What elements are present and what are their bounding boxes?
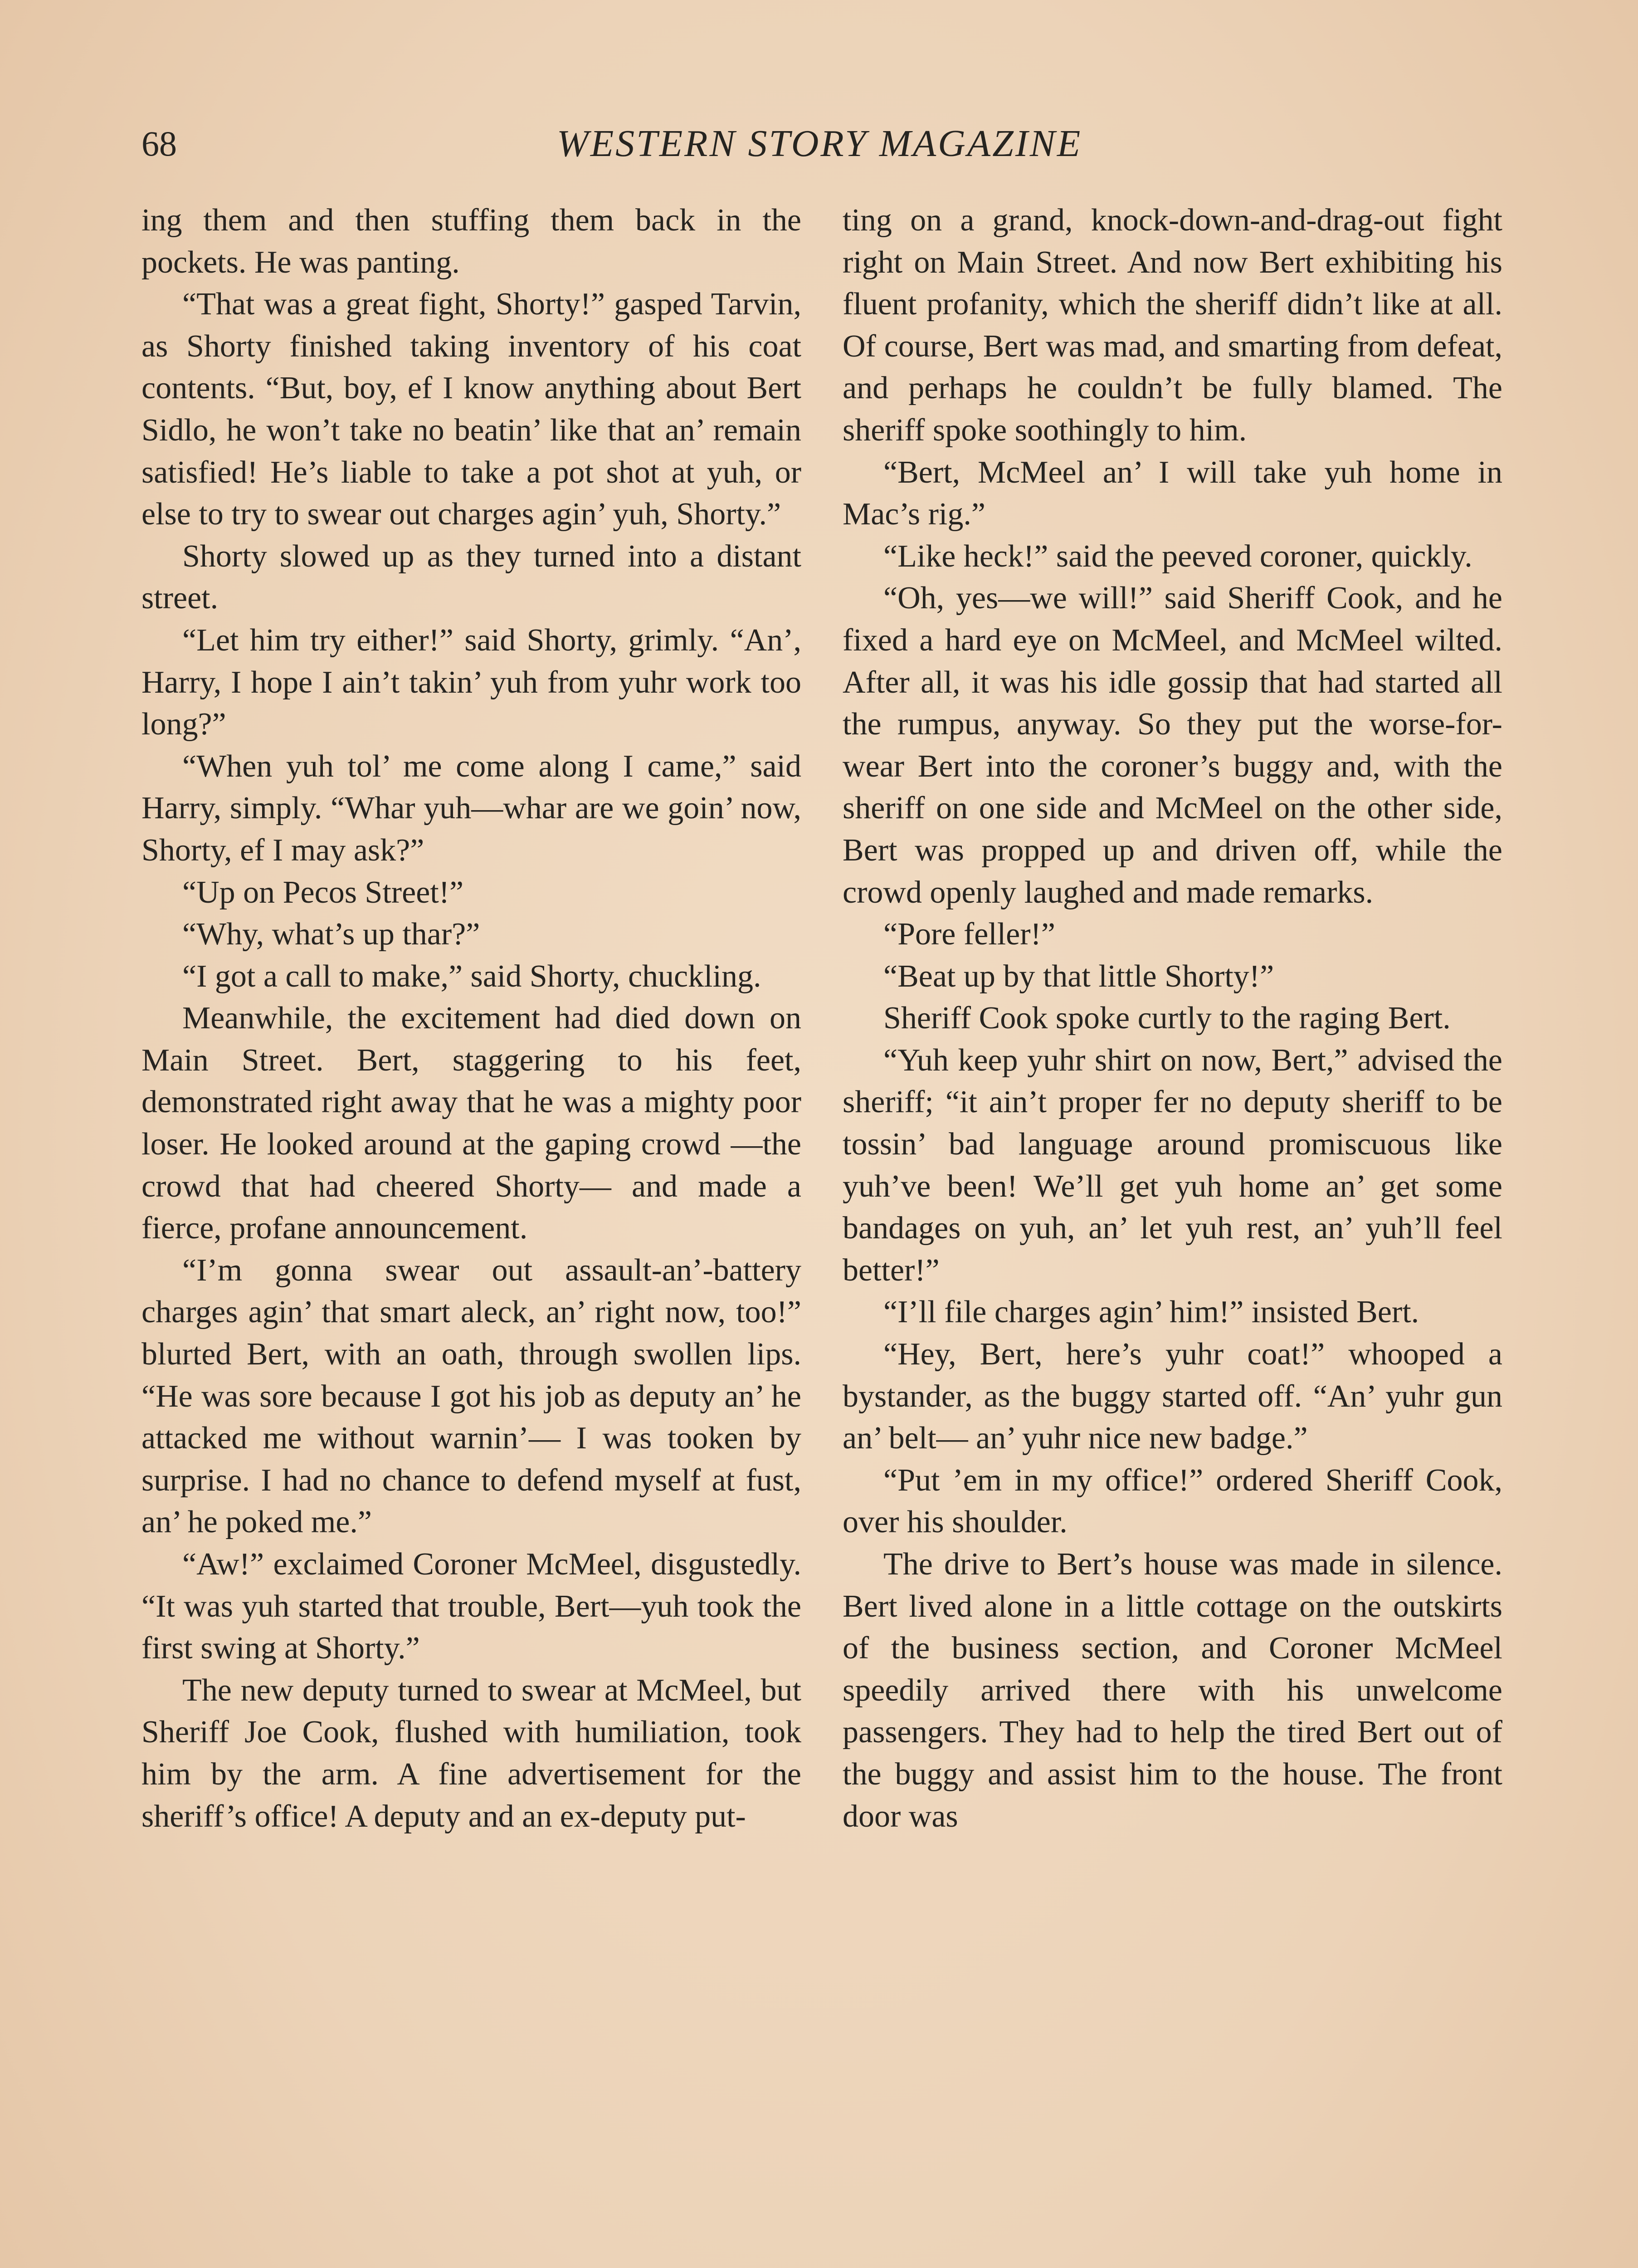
paragraph: “Beat up by that little Shorty!”: [883, 958, 1274, 994]
paragraph: “Aw!” exclaimed Coroner McMeel, disgustedly. “It was yuh started that trouble, Bert—yuh took the first swing at Shorty.”: [141, 1547, 801, 1666]
paragraph: “Pore feller!”: [883, 917, 1055, 952]
paragraph: “I got a call to make,” said Shorty, chuckling.: [182, 958, 761, 994]
page-header: [141, 119, 1497, 169]
paragraph: “Let him try either!” said Shorty, grimly. “An’, Harry, I hope I ain’t takin’ yuh from yuhr work too long?”: [141, 622, 801, 742]
paragraph: Shorty slowed up as they turned into a distant street.: [141, 538, 801, 616]
right-column: [843, 200, 1502, 1838]
paragraph: “That was a great fight, Shorty!” gasped Tarvin, as Shorty finished taking inventory of his coat contents. “But, boy, ef I know anything about Bert Sidlo, he won’t take no beatin’ like that an’ remain satisfied! He’s liable to take a pot shot at yuh, or else to try to swear out charges agin’ yuh, Shorty.”: [141, 287, 801, 532]
paragraph: Meanwhile, the excitement had died down on Main Street. Bert, staggering to his feet, demonstrated right away that he was a mighty poor loser. He looked around at the gaping crowd —the crowd that had cheered Shorty— and made a fierce, profane announcement.: [141, 1001, 801, 1246]
paragraph: “Put ’em in my office!” ordered Sheriff Cook, over his shoulder.: [843, 1462, 1502, 1540]
page-number: 68: [141, 124, 177, 163]
paragraph: “Bert, McMeel an’ I will take yuh home in Mac’s rig.”: [843, 455, 1502, 532]
paragraph: ting on a grand, knock-down-and-drag-out fight right on Main Street. And now Bert exhibiting his fluent profanity, which the sheriff didn’t like at all. Of course, Bert was mad, and smarting from defeat, and perhaps he couldn’t be fully blamed. The sheriff spoke soothingly to him.: [843, 203, 1502, 448]
paragraph: “I’ll file charges agin’ him!” insisted Bert.: [883, 1295, 1419, 1330]
paragraph: Sheriff Cook spoke curtly to the raging Bert.: [883, 1001, 1451, 1036]
paragraph: “Yuh keep yuhr shirt on now, Bert,” advised the sheriff; “it ain’t proper fer no deputy sheriff to be tossin’ bad language around promiscuous like yuh’ve been! We’ll get yuh home an’ get some bandages on yuh, an’ let yuh rest, an’ yuh’ll feel better!”: [843, 1042, 1502, 1288]
paragraph: ing them and then stuffing them back in the pockets. He was panting.: [141, 203, 801, 280]
running-title: WESTERN STORY MAGAZINE: [556, 122, 1082, 165]
paragraph: “I’m gonna swear out assault-an’-battery charges agin’ that smart aleck, an’ right now, too!” blurted Bert, with an oath, through swollen lips. “He was sore because I got his job as deputy an’ he attacked me without warnin’— I was tooken by surprise. I had no chance to defend myself at fust, an’ he poked me.”: [141, 1252, 801, 1540]
paragraph: “Oh, yes—we will!” said Sheriff Cook, and he fixed a hard eye on McMeel, and McMeel wilted. After all, it was his idle gossip that had started all the rumpus, anyway. So they put the worse-for-wear Bert into the coroner’s buggy and, with the sheriff on one side and McMeel on the other side, Bert was propped up and driven off, while the crowd openly laughed and made remarks.: [843, 581, 1502, 910]
paragraph: “Like heck!” said the peeved coroner, quickly.: [883, 538, 1472, 574]
paragraph: “Up on Pecos Street!”: [182, 875, 464, 910]
paragraph: The drive to Bert’s house was made in silence. Bert lived alone in a little cottage on the outskirts of the business section, and Coroner McMeel speedily arrived there with his unwelcome passengers. They had to help the tired Bert out of the buggy and assist him to the house. The front door was: [843, 1547, 1502, 1834]
paragraph: “When yuh tol’ me come along I came,” said Harry, simply. “Whar yuh—whar are we goin’ now, Shorty, ef I may ask?”: [141, 748, 801, 868]
paragraph: “Hey, Bert, here’s yuhr coat!” whooped a bystander, as the buggy started off. “An’ yuhr gun an’ belt— an’ yuhr nice new badge.”: [843, 1337, 1502, 1456]
left-column: [141, 200, 801, 1838]
paragraph: The new deputy turned to swear at McMeel, but Sheriff Joe Cook, flushed with humiliation, took him by the arm. A fine advertisement for the sheriff’s office! A deputy and an ex-deputy put-: [141, 1672, 801, 1834]
paragraph: “Why, what’s up thar?”: [182, 917, 480, 952]
